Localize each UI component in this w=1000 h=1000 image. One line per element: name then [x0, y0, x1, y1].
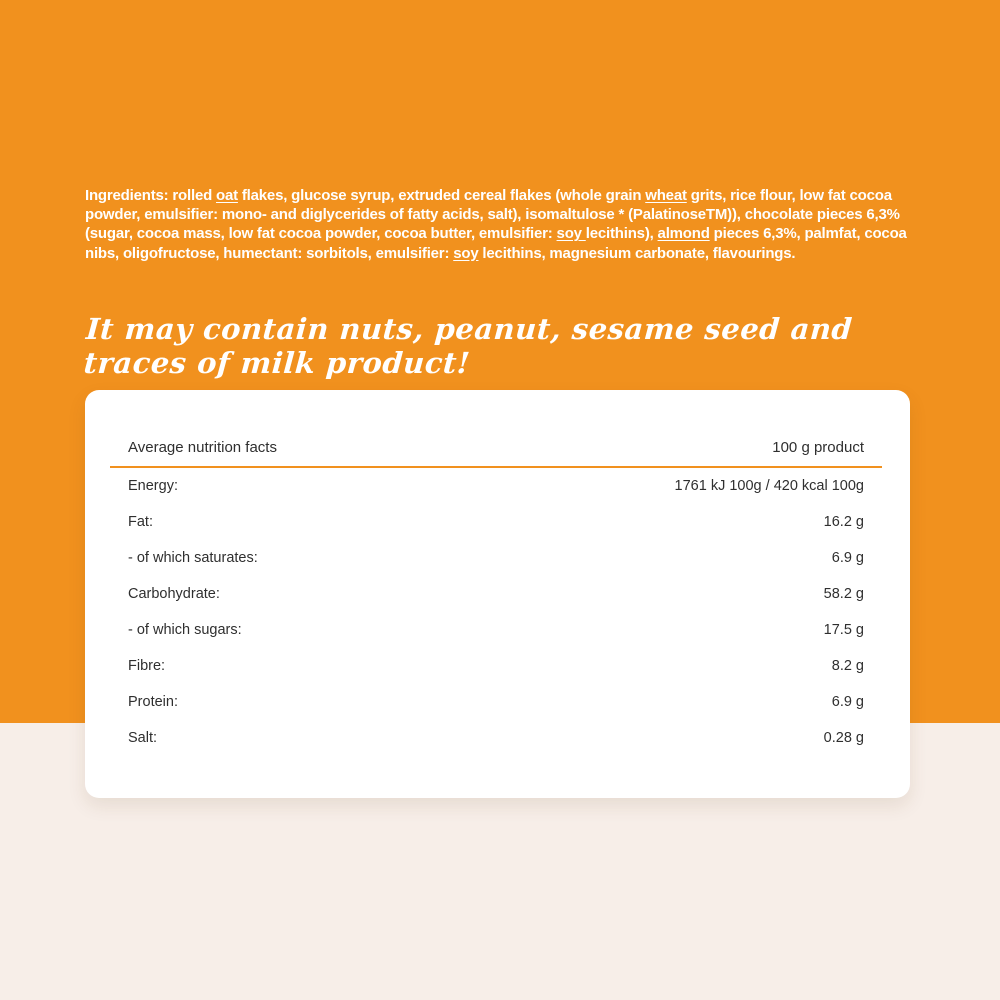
nutrition-row-energy: [110, 468, 882, 504]
nutrition-row-saturates: [110, 540, 882, 576]
nutrition-card: [85, 390, 910, 798]
nutrition-row-fibre: [110, 648, 882, 684]
nutrition-row-label: Salt:: [128, 730, 158, 746]
nutrition-row-salt: [110, 720, 882, 756]
nutrition-row-value: 16.2 g: [823, 514, 864, 530]
nutrition-row-value: 6.9 g: [831, 550, 864, 566]
nutrition-row-label: Fat:: [128, 514, 153, 530]
nutrition-row-value: 8.2 g: [831, 658, 864, 674]
nutrition-table-header: [110, 436, 882, 468]
nutrition-header-label: Average nutrition facts: [128, 439, 277, 456]
nutrition-row-value: 6.9 g: [831, 694, 864, 710]
nutrition-row-label: Protein:: [128, 694, 178, 710]
allergen-warning: It may contain nuts, peanut, sesame seed and traces of milk product!: [82, 312, 854, 380]
nutrition-row-label: Energy:: [128, 478, 178, 494]
nutrition-row-protein: [110, 684, 882, 720]
nutrition-row-fat: [110, 504, 882, 540]
nutrition-row-label: - of which saturates:: [128, 550, 258, 566]
nutrition-row-label: - of which sugars:: [128, 622, 242, 638]
nutrition-row-value: 58.2 g: [823, 586, 864, 602]
nutrition-row-label: Carbohydrate:: [128, 586, 220, 602]
nutrition-row-value: 0.28 g: [823, 730, 864, 746]
nutrition-row-value: 17.5 g: [823, 622, 864, 638]
nutrition-row-sugars: [110, 612, 882, 648]
nutrition-header-value: 100 g product: [772, 439, 864, 456]
ingredients-text: Ingredients: rolled oat flakes, glucose syrup, extruded cereal flakes (whole grain wheat grits, rice flour, low fat cocoa powder, emulsifier: mono- and diglycerides of fatty acids, salt), isomaltulose * (PalatinoseTM)), chocolate pieces 6,3% (sugar, cocoa mass, low fat cocoa powder, cocoa butter, emulsifier: soy lecithins), almond pieces 6,3%, palmfat, cocoa nibs, oligofructose, humectant: sorbitols, emulsifier: soy lecithins, magnesium carbonate, flavourings.: [85, 187, 907, 262]
nutrition-row-carbohydrate: [110, 576, 882, 612]
nutrition-row-value: 1761 kJ 100g / 420 kcal 100g: [674, 478, 864, 494]
nutrition-table: [110, 436, 882, 756]
nutrition-row-label: Fibre:: [128, 658, 166, 674]
